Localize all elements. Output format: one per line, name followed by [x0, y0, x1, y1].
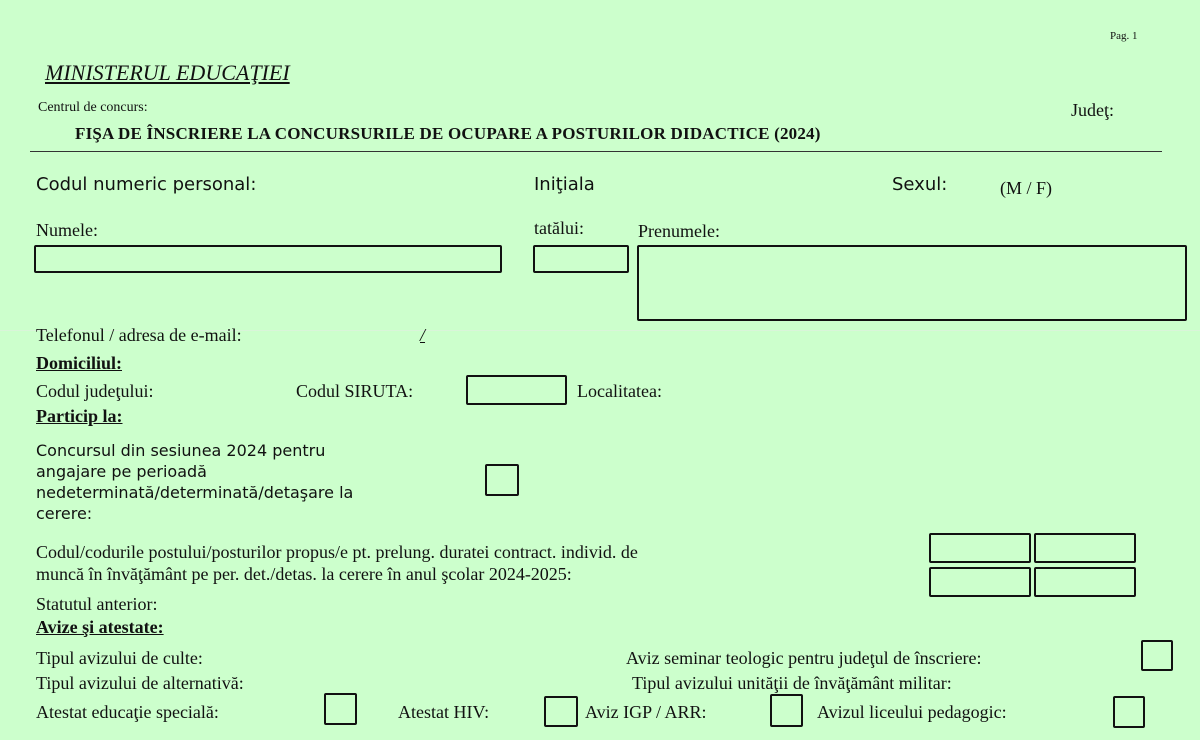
firstname-label: Prenumele: — [638, 221, 720, 241]
ministry-name: MINISTERUL EDUCAŢIEI — [45, 60, 290, 85]
siruta-label: Codul SIRUTA: — [296, 381, 414, 401]
page-number: Pag. 1 — [1110, 30, 1138, 42]
firstname-field[interactable] — [637, 245, 1187, 321]
domicile-heading: Domiciliul: — [36, 353, 122, 373]
seminary-approval-label: Aviz seminar teologic pentru judeţul de înscriere: — [626, 648, 982, 668]
father-initial-field[interactable] — [533, 245, 629, 273]
locality-label: Localitatea: — [577, 381, 662, 401]
special-ed-label: Atestat educaţie specială: — [36, 702, 219, 722]
military-approval-label: Tipul avizului unităţii de învăţământ militar: — [632, 673, 952, 693]
post-code-field-1[interactable] — [929, 533, 1031, 563]
lastname-field[interactable] — [34, 245, 502, 273]
header-divider — [30, 151, 1162, 152]
seminary-checkbox[interactable] — [1141, 640, 1173, 671]
contest-line: cerere: — [36, 504, 93, 523]
contest-line: angajare pe perioadă — [36, 462, 207, 481]
religious-approval-label: Tipul avizului de culte: — [36, 648, 203, 668]
form-title: FIŞA DE ÎNSCRIERE LA CONCURSURILE DE OCUPARE A POSTURILOR DIDACTICE (2024) — [75, 124, 821, 143]
father-label: tatălui: — [534, 218, 584, 238]
special-ed-checkbox[interactable] — [324, 693, 357, 725]
hiv-checkbox[interactable] — [544, 696, 578, 727]
igp-label: Aviz IGP / ARR: — [585, 702, 707, 722]
contest-line: Concursul din sesiunea 2024 pentru — [36, 441, 326, 460]
cnp-label: Codul numeric personal: — [36, 174, 257, 195]
igp-checkbox[interactable] — [770, 694, 803, 727]
pedagogic-checkbox[interactable] — [1113, 696, 1145, 728]
phone-email-separator: / — [420, 325, 426, 345]
post-codes-line: muncă în învăţământ pe per. det./detas. la cerere în anul şcolar 2024-2025: — [36, 564, 572, 584]
lastname-label: Numele: — [36, 220, 98, 240]
phone-email-label: Telefonul / adresa de e-mail: — [36, 325, 242, 345]
post-codes-line: Codul/codurile postului/posturilor propus/e pt. prelung. duratei contract. individ. de — [36, 542, 638, 562]
sex-label: Sexul: — [892, 174, 948, 195]
pedagogic-label: Avizul liceului pedagogic: — [817, 702, 1007, 722]
post-code-field-4[interactable] — [1034, 567, 1136, 597]
contest-line: nedeterminată/determinată/detaşare la — [36, 483, 354, 502]
contest-session-checkbox[interactable] — [485, 464, 519, 496]
post-code-field-3[interactable] — [929, 567, 1031, 597]
approvals-heading: Avize şi atestate: — [36, 617, 164, 637]
post-codes-text — [36, 541, 638, 585]
county-label: Judeţ: — [1071, 100, 1114, 120]
participation-heading: Particip la: — [36, 406, 123, 426]
sex-options: (M / F) — [1000, 178, 1053, 198]
contest-center-label: Centrul de concurs: — [38, 100, 148, 115]
alternative-approval-label: Tipul avizului de alternativă: — [36, 673, 244, 693]
contest-session-text — [36, 440, 353, 524]
post-code-field-2[interactable] — [1034, 533, 1136, 563]
county-code-label: Codul judeţului: — [36, 381, 154, 401]
hiv-label: Atestat HIV: — [398, 702, 490, 722]
previous-status-label: Statutul anterior: — [36, 594, 158, 614]
father-initial-label: Iniţiala — [534, 174, 595, 195]
siruta-field[interactable] — [466, 375, 567, 405]
